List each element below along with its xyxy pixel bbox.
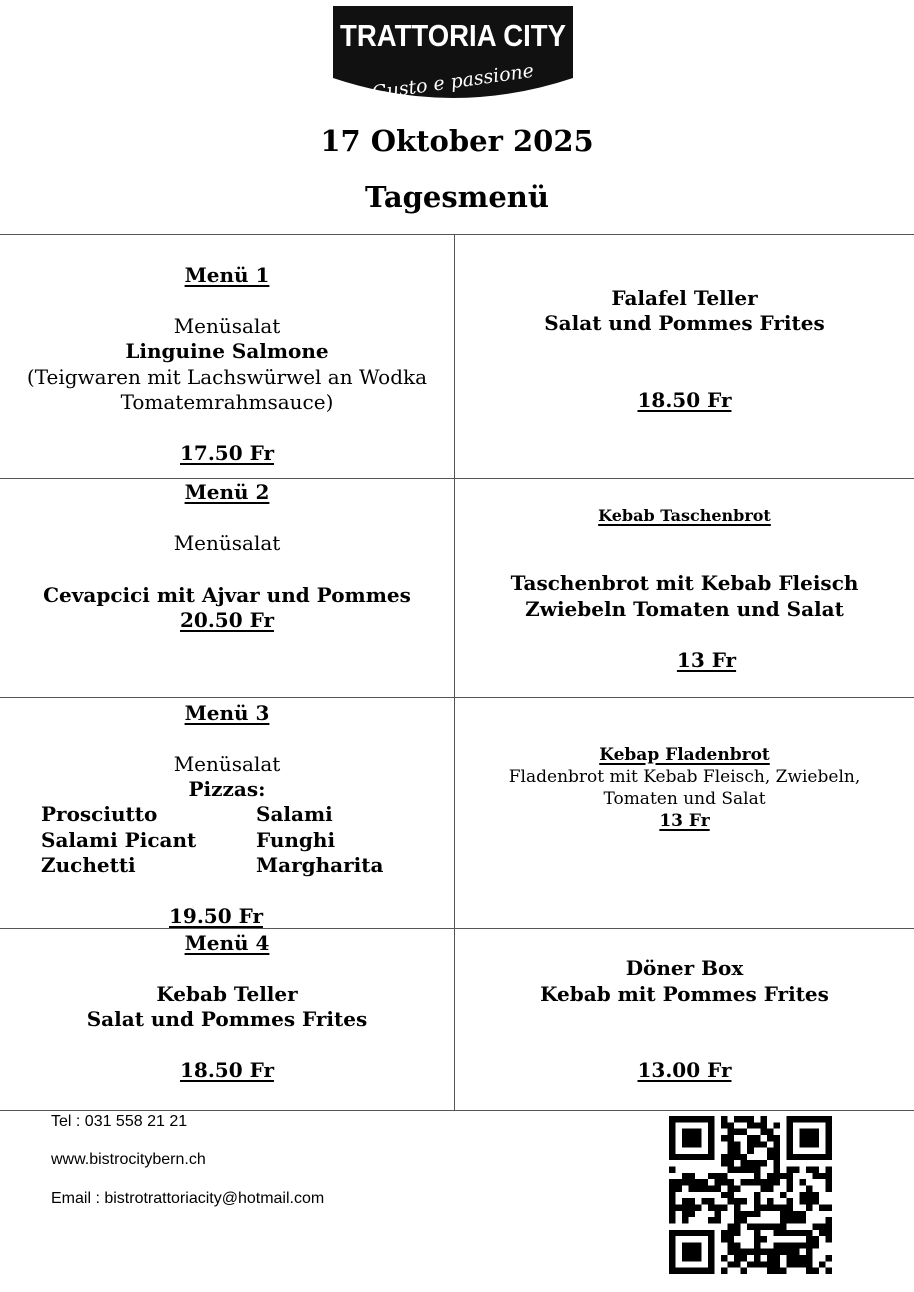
pizza-item: Prosciutto [41, 802, 158, 826]
doner-line1: Döner Box [625, 956, 744, 980]
menu2-title: Menü 2 [184, 480, 270, 504]
restaurant-logo [333, 6, 573, 104]
pizza-item: Margharita [256, 853, 384, 877]
menu2-price: 20.50 Fr [180, 608, 274, 632]
menu2-salad: Menüsalat [173, 531, 281, 555]
qr-code-icon[interactable] [669, 1116, 832, 1274]
falafel-line2: Salat und Pommes Frites [544, 311, 825, 335]
menu3-price: 19.50 Fr [169, 904, 263, 928]
menu1-dish: Linguine Salmone [125, 339, 329, 363]
kebap-fladenbrot-price: 13 Fr [659, 811, 710, 831]
kebab-taschenbrot-line1: Taschenbrot mit Kebab Fleisch [510, 571, 859, 595]
falafel-price: 18.50 Fr [637, 388, 732, 412]
menu4-line1: Kebab Teller [156, 982, 298, 1006]
row-divider [0, 478, 914, 479]
contact-website[interactable]: www.bistrocitybern.ch [51, 1151, 206, 1168]
kebap-fladenbrot-line2: Tomaten und Salat [603, 789, 766, 809]
falafel-line1: Falafel Teller [611, 286, 758, 310]
pizza-item: Funghi [256, 828, 336, 852]
menu4-price: 18.50 Fr [180, 1058, 274, 1082]
kebab-taschenbrot-line2: Zwiebeln Tomaten und Salat [525, 597, 844, 621]
kebap-fladenbrot-title: Kebap Fladenbrot [599, 745, 770, 765]
kebab-taschenbrot-price: 13 Fr [676, 648, 737, 672]
pizza-item: Salami Picant [41, 828, 197, 852]
contact-email[interactable]: Email : bistrotrattoriacity@hotmail.com [51, 1190, 325, 1207]
menu1-desc-line1: (Teigwaren mit Lachswürwel an Wodka [26, 365, 428, 389]
menu2-dish: Cevapcici mit Ajvar und Pommes [43, 583, 411, 607]
row-divider [0, 697, 914, 698]
menu1-price: 17.50 Fr [180, 441, 274, 465]
pizza-item: Salami [256, 802, 333, 826]
page-title: Tagesmenü [365, 180, 549, 214]
doner-line2: Kebab mit Pommes Frites [540, 982, 829, 1006]
logo-name: TRATTORIA CITY [340, 18, 567, 53]
menu-grid [0, 234, 914, 1111]
menu4-line2: Salat und Pommes Frites [86, 1007, 368, 1031]
pizza-item: Zuchetti [41, 853, 136, 877]
menu4-title: Menü 4 [184, 931, 270, 955]
menu-date: 17 Oktober 2025 [320, 124, 594, 158]
menu3-salad: Menüsalat [173, 752, 281, 776]
menu3-pizzas-label: Pizzas: [188, 777, 266, 801]
doner-price: 13.00 Fr [637, 1058, 732, 1082]
contact-phone: Tel : 031 558 21 21 [51, 1113, 188, 1130]
logo-tagline: Gusto e passione [370, 59, 536, 104]
kebab-taschenbrot-title: Kebab Taschenbrot [598, 506, 771, 525]
menu1-title: Menü 1 [184, 263, 270, 287]
menu1-desc-line2: Tomatemrahmsauce) [120, 390, 334, 414]
kebap-fladenbrot-line1: Fladenbrot mit Kebab Fleisch, Zwiebeln, [508, 767, 861, 787]
menu1-salad: Menüsalat [173, 314, 281, 338]
menu3-title: Menü 3 [184, 701, 270, 725]
